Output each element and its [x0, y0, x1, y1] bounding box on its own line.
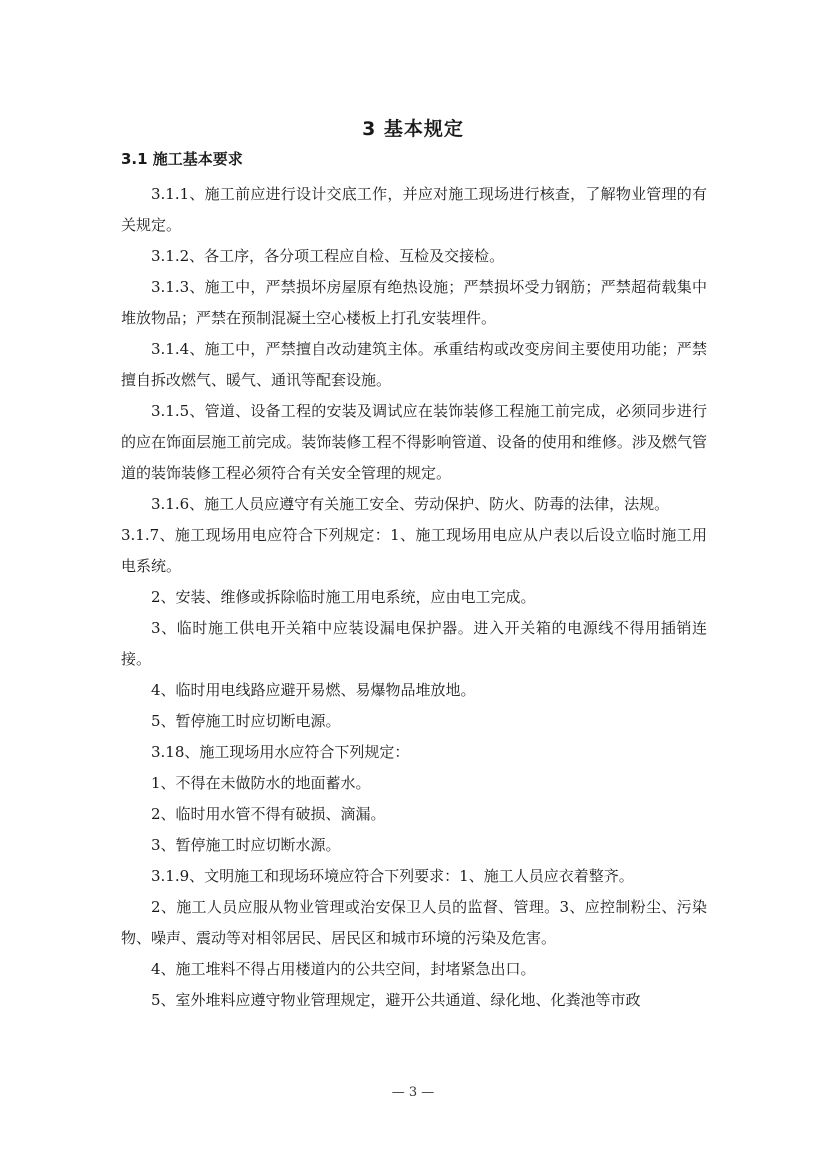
- paragraph: 3.18、施工现场用水应符合下列规定：: [151, 743, 410, 761]
- chapter-title: 3 基本规定: [362, 118, 464, 140]
- paragraph: 2、安装、维修或拆除临时施工用电系统，应由电工完成。: [151, 588, 536, 606]
- page-number: — 3 —: [391, 1085, 435, 1100]
- paragraph: 3.1.9、文明施工和现场环境应符合下列要求：1、施工人员应衣着整齐。: [151, 867, 634, 885]
- paragraph: 5、室外堆料应遵守物业管理规定，避开公共通道、绿化地、化粪池等市政: [151, 991, 641, 1009]
- paragraph: 4、临时用电线路应避开易燃、易爆物品堆放地。: [151, 681, 476, 699]
- paragraph: 1、不得在未做防水的地面蓄水。: [151, 774, 371, 792]
- paragraph: 4、施工堆料不得占用楼道内的公共空间，封堵紧急出口。: [151, 960, 536, 978]
- paragraph: 5、暂停施工时应切断电源。: [151, 712, 341, 730]
- paragraph: 3.1.4、施工中，严禁擅自改动建筑主体。承重结构或改变房间主要使用功能；严禁擅自拆改燃气、暖气、通讯等配套设施。: [121, 340, 707, 389]
- paragraph: 3.1.7、施工现场用电应符合下列规定：1、施工现场用电应从户表以后设立临时施工用电系统。: [121, 526, 707, 575]
- section-heading: 3.1 施工基本要求: [121, 150, 243, 168]
- paragraph: 3.1.1、施工前应进行设计交底工作，并应对施工现场进行核查，了解物业管理的有关规定。: [121, 185, 707, 234]
- paragraph: 3.1.3、施工中，严禁损坏房屋原有绝热设施；严禁损坏受力钢筋；严禁超荷载集中堆放物品；严禁在预制混凝土空心楼板上打孔安装埋件。: [121, 278, 707, 327]
- paragraph: 3.1.5、管道、设备工程的安装及调试应在装饰装修工程施工前完成，必须同步进行的应在饰面层施工前完成。装饰装修工程不得影响管道、设备的使用和维修。涉及燃气管道的装饰装修工程必须符合有关安全管理的规定。: [121, 402, 707, 482]
- paragraph: 3.1.2、各工序，各分项工程应自检、互检及交接检。: [151, 247, 505, 265]
- paragraph: 3、暂停施工时应切断水源。: [151, 836, 341, 854]
- paragraph: 3、临时施工供电开关箱中应装设漏电保护器。进入开关箱的电源线不得用插销连接。: [121, 619, 707, 668]
- paragraph: 2、临时用水管不得有破损、滴漏。: [151, 805, 386, 823]
- document-body: [121, 179, 707, 1016]
- paragraph: 2、施工人员应服从物业管理或治安保卫人员的监督、管理。3、应控制粉尘、污染物、噪声、震动等对相邻居民、居民区和城市环境的污染及危害。: [121, 898, 707, 947]
- paragraph: 3.1.6、施工人员应遵守有关施工安全、劳动保护、防火、防毒的法律，法规。: [151, 495, 670, 513]
